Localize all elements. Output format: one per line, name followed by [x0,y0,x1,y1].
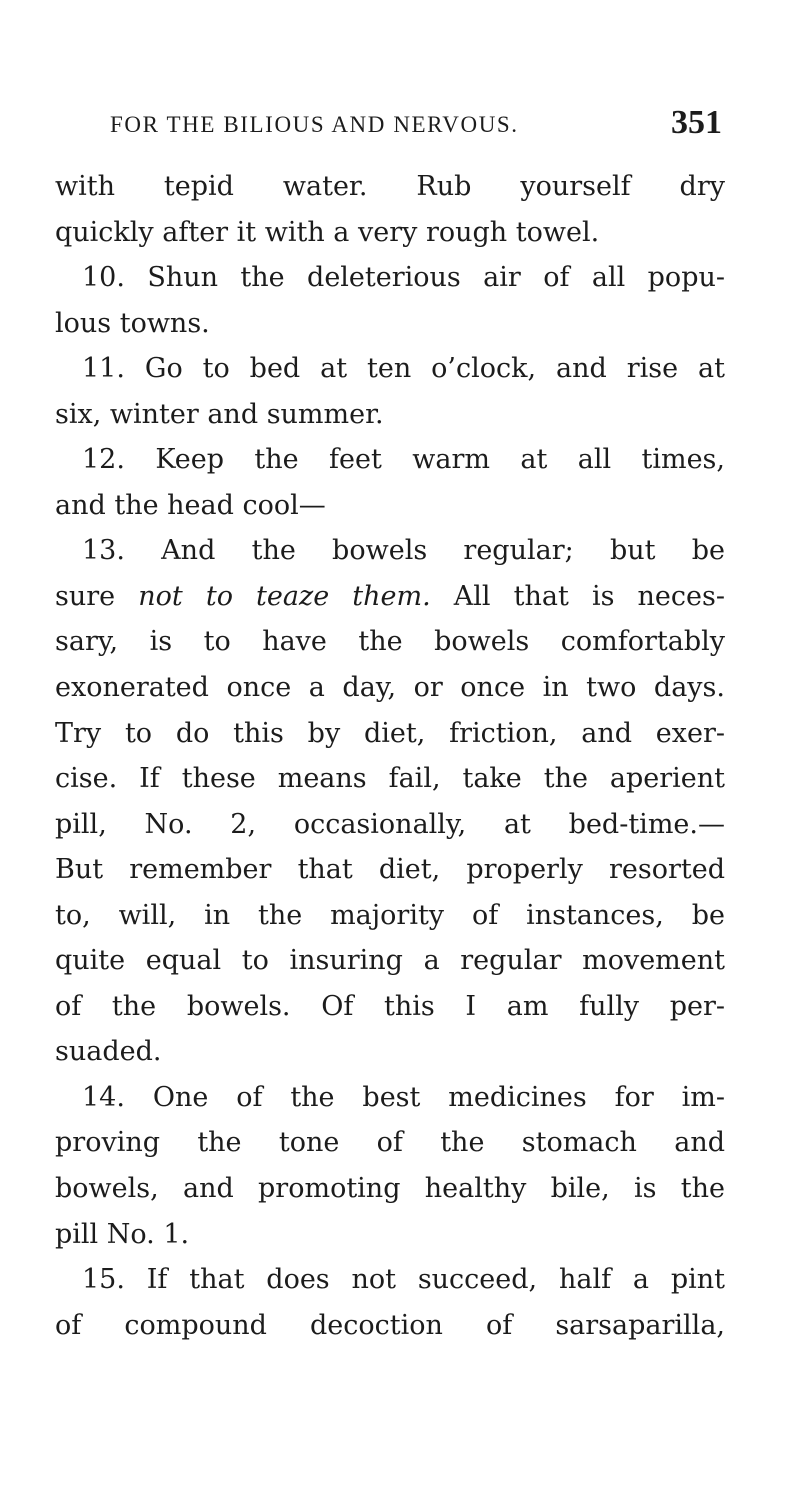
text-line: quickly after it with a very rough towel. [55,216,600,248]
body-text [55,164,725,1348]
text-line: Try to do this by diet, friction, and exer- [55,717,725,749]
text-line: to, will, in the majority of instances, be [55,899,725,931]
paragraph-11-start: 11. Go to bed at ten o’clock, and rise at [82,353,725,385]
paragraph-10-start: 10. Shun the deleterious air of all popu- [82,262,725,294]
paragraph-14-start: 14. One of the best medicines for im- [82,1081,725,1113]
text-line: and the head cool— [55,489,326,521]
text-line: suaded. [55,1036,162,1068]
text-line-with-italics [55,574,725,620]
text-line: of compound decoction of sarsaparilla, [55,1309,725,1341]
text-segment: All that is neces- [453,580,725,612]
text-line: pill, No. 2, occasionally, at bed-time.— [55,808,725,840]
text-line: exonerated once a day, or once in two days. [55,672,725,704]
italic-phrase: not to teaze them. [138,580,431,612]
text-line: sary, is to have the bowels comfortably [55,626,725,658]
text-line: with tepid water. Rub yourself dry [55,171,725,202]
text-line: cise. If these means fail, take the aperient [55,763,725,795]
paragraph-13-start: 13. And the bowels regular; but be [82,535,725,567]
text-line: bowels, and promoting healthy bile, is the [55,1173,725,1205]
text-segment: sure [55,580,116,612]
text-line: quite equal to insuring a regular movement [55,945,725,977]
running-head [110,104,722,148]
text-line: six, winter and summer. [55,398,384,430]
paragraph-15-start: 15. If that does not succeed, half a pint [82,1264,725,1296]
text-line: But remember that diet, properly resorted [55,854,725,886]
text-line: of the bowels. Of this I am fully per- [55,990,725,1022]
text-line: lous towns. [55,307,210,339]
running-title: FOR THE BILIOUS AND NERVOUS. [110,112,519,137]
page-number: 351 [671,104,722,141]
paragraph-12-start: 12. Keep the feet warm at all times, [82,444,725,476]
text-line: pill No. 1. [55,1218,190,1250]
text-line: proving the tone of the stomach and [55,1127,725,1159]
